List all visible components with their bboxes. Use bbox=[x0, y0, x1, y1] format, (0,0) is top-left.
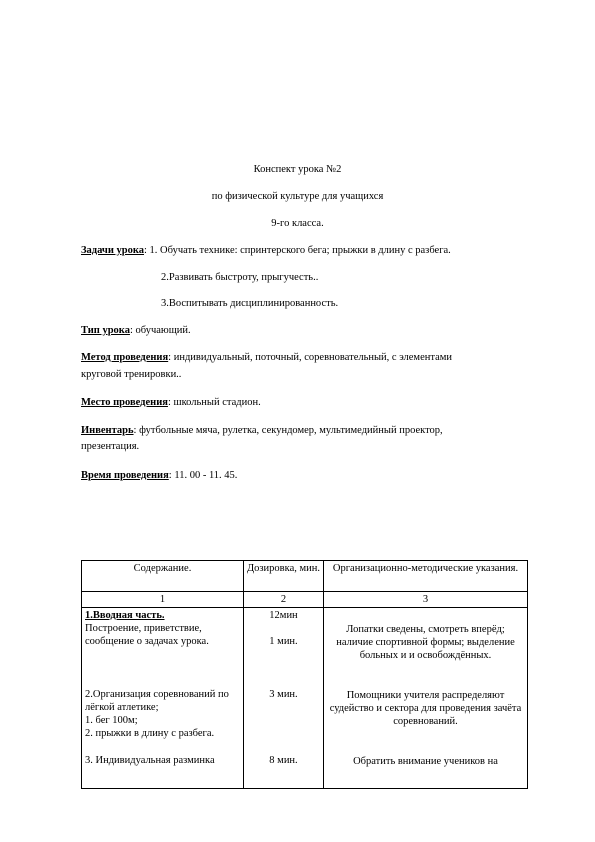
column-number-2: 2 bbox=[244, 592, 324, 608]
warmup-note: Обратить внимание учеников на bbox=[353, 756, 498, 767]
inventory-value-cont: презентация. bbox=[81, 441, 140, 452]
column-number-3: 3 bbox=[324, 592, 528, 608]
intro-note: Лопатки сведены, смотреть вперёд; наличие спортивной формы; выделение больных и и освобождённых. bbox=[336, 624, 515, 661]
tasks-line bbox=[81, 245, 451, 256]
competition-dose: 3 мин. bbox=[269, 689, 298, 700]
lesson-plan-table bbox=[81, 560, 528, 789]
method-label: Метод проведения bbox=[81, 352, 169, 363]
method-value-cont: круговой тренировки.. bbox=[81, 369, 182, 380]
lesson-type-label: Тип урока bbox=[81, 325, 130, 336]
intro-dose-total: 12мин bbox=[269, 610, 298, 621]
intro-text: Построение, приветствие, сообщение о задачах урока. bbox=[85, 623, 209, 647]
warmup-text: 3. Индивидуальная разминка bbox=[85, 755, 215, 766]
page-title: Конспект урока №2 bbox=[253, 164, 342, 175]
table-header-row bbox=[82, 561, 528, 592]
table-row bbox=[82, 608, 528, 789]
inventory-line bbox=[81, 425, 443, 436]
place-line bbox=[81, 397, 261, 408]
warmup-dose: 8 мин. bbox=[269, 755, 298, 766]
intro-title: 1.Вводная часть. bbox=[85, 610, 165, 621]
lesson-type-line bbox=[81, 325, 191, 336]
competition-text: 2.Организация соревнований по лёгкой атлетике; bbox=[85, 689, 229, 713]
method-value: : индивидуальный, поточный, соревновательный, с элементами bbox=[168, 352, 452, 363]
header-content: Содержание. bbox=[82, 561, 244, 592]
content-cell bbox=[82, 608, 244, 789]
grade-line: 9-го класса. bbox=[271, 218, 324, 229]
intro-dose: 1 мин. bbox=[269, 636, 298, 647]
competition-item-jump: 2. прыжки в длину с разбега. bbox=[85, 728, 215, 739]
table-number-row bbox=[82, 592, 528, 608]
task-item-2: 2.Развивать быстроту, прыгучесть.. bbox=[161, 272, 319, 283]
time-label: Время проведения bbox=[81, 470, 169, 481]
lesson-type-value: : обучающий. bbox=[129, 325, 191, 336]
inventory-value: : футбольные мяча, рулетка, секундомер, мультимедийный проектор, bbox=[133, 425, 443, 436]
page-subtitle: по физической культуре для учащихся bbox=[211, 191, 384, 202]
inventory-label: Инвентарь bbox=[81, 425, 134, 436]
competition-item-run: 1. бег 100м; bbox=[85, 715, 138, 726]
tasks-label: Задачи урока bbox=[81, 245, 145, 256]
dosage-cell bbox=[244, 608, 324, 789]
place-value: : школьный стадион. bbox=[167, 397, 261, 408]
method-line bbox=[81, 352, 452, 363]
header-instructions: Организационно-методические указания. bbox=[324, 561, 528, 592]
time-value: : 11. 00 - 11. 45. bbox=[168, 470, 238, 481]
instructions-cell bbox=[324, 608, 528, 789]
column-number-1: 1 bbox=[82, 592, 244, 608]
task-item-1: : 1. Обучать технике: спринтерского бега; прыжки в длину с разбега. bbox=[144, 245, 451, 256]
task-item-3: 3.Воспитывать дисциплинированность. bbox=[161, 298, 339, 309]
time-line bbox=[81, 470, 237, 481]
header-dosage: Дозировка, мин. bbox=[244, 561, 324, 592]
competition-note: Помощники учителя распределяют судейство и сектора для проведения зачёта соревнований. bbox=[329, 690, 522, 727]
place-label: Место проведения bbox=[81, 397, 168, 408]
